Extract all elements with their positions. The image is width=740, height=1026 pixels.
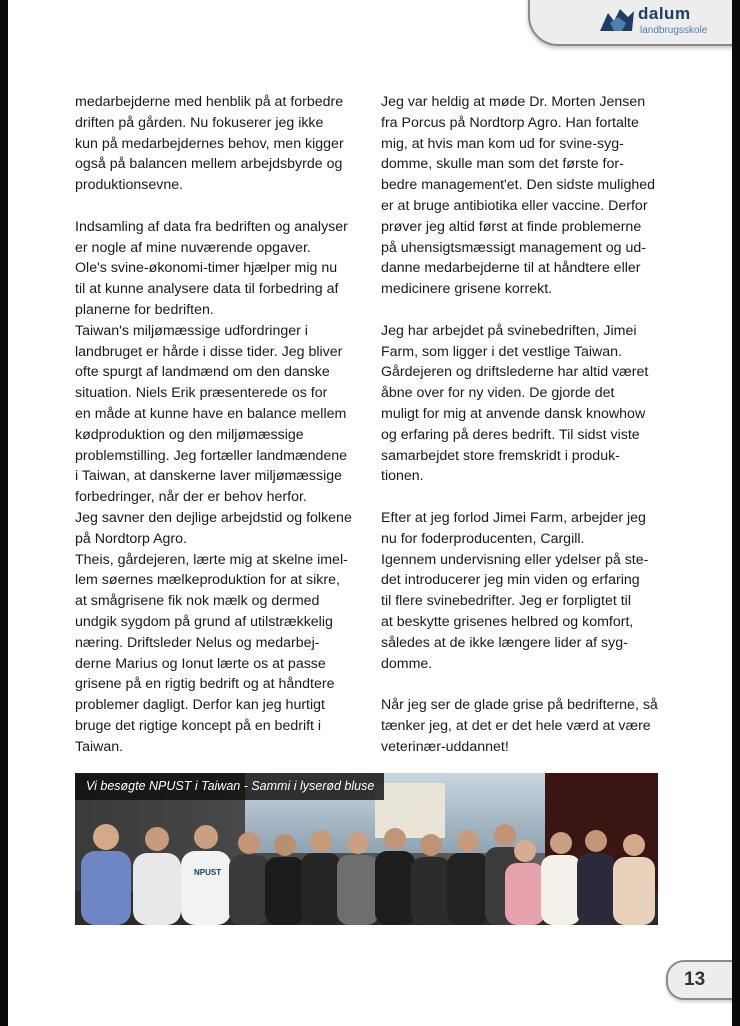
article-left-column (75, 92, 367, 758)
shirt-logo-text: NPUST (194, 868, 222, 877)
right-paragraph-4: Når jeg ser de glade grise på bedrifterne, så tænker jeg, at det er det hele værd at være veterinær-uddannet! (381, 697, 658, 755)
article-right-column (381, 92, 671, 758)
logo-subtitle: landbrugsskole (640, 25, 708, 36)
magazine-page (8, 0, 732, 1026)
right-paragraph-2: Jeg har arbejdet på svinebedriften, Jimei Farm, som ligger i det vestlige Taiwan. Gårdejeren og driftslederne har altid været åbne over for ny viden. De gjorde det muligt for mig at anvende dansk knowhow og erfaring på deres bedrift. Til sidst viste samarbejdet store fremskridt i produk- tionen. (381, 322, 649, 485)
logo-name: dalum (638, 4, 691, 23)
left-paragraph-1: medarbejderne med henblik på at forbedre driften på gården. Nu fokuserer jeg ikke kun på medarbejdernes behov, men kigger også på balancen mellem arbejdsbyrde og produktionsevne. (75, 94, 344, 194)
header-logo-tab (528, 0, 732, 46)
right-paragraph-3: Efter at jeg forlod Jimei Farm, arbejder jeg nu for foderproducenten, Cargill. Igennem undervisning eller ydelser på ste- det introducerer jeg min viden og erfaring til flere svinebedrifter. Jeg er forpligtet til at beskytte grisenes helbred og komfort, således at de ikke længere lider af syg- domme. (381, 509, 649, 672)
cow-logo-icon (598, 7, 636, 33)
left-paragraph-2: Indsamling af data fra bedriften og analyser er nogle af mine nuværende opgaver. Ole's svine-økonomi-timer hjælper mig nu til at kunne analysere data til forbedring af planerne for bedriften. Taiwan's miljømæssige udfordringer i landbruget er hårde i disse tider. Jeg bliver ofte spurgt af landmænd om den danske situation. Niels Erik præsenterede os for en måde at kunne have en balance mellem kødproduktion og den miljømæssige problemstilling. Jeg fortæller landmændene i Taiwan, at danskerne laver miljømæssige forbedringer, når der er behov herfor. Jeg savner den dejlige arbejdstid og folkene på Nordtorp Agro. Theis, gårdejeren, lærte mig at skelne imel- lem søernes mælkeproduktion for at sikre, at smågrisene fik nok mælk og dermed undgik sygdom på grund af utilstrækkelig næring. Driftsleder Nelus og medarbej- derne Marius og Ionut lærte os at passe grisene på en rigtig bedrift og at håndtere problemer dagligt. Derfor kan jeg hurtigt bruge det rigtige koncept på en bedrift i Taiwan. (75, 218, 352, 755)
page-number: 13 (684, 969, 706, 990)
people-group (81, 824, 655, 925)
group-photo (75, 773, 658, 925)
page-number-tab (666, 960, 732, 1000)
photo-caption: Vi besøgte NPUST i Taiwan - Sammi i lyserød bluse (75, 773, 384, 800)
right-paragraph-1: Jeg var heldig at møde Dr. Morten Jensen fra Porcus på Nordtorp Agro. Han fortalte mig, at hvis man kom ud for svine-syg- domme, skulle man som det første for- bedre management'et. Den sidste mulighed er at bruge antibiotika eller vaccine. Derfor prøver jeg altid først at finde problemerne på uhensigtsmæssigt management og ud- danne medarbejderne til at håndtere eller medicinere grisene korrekt. (381, 94, 656, 298)
